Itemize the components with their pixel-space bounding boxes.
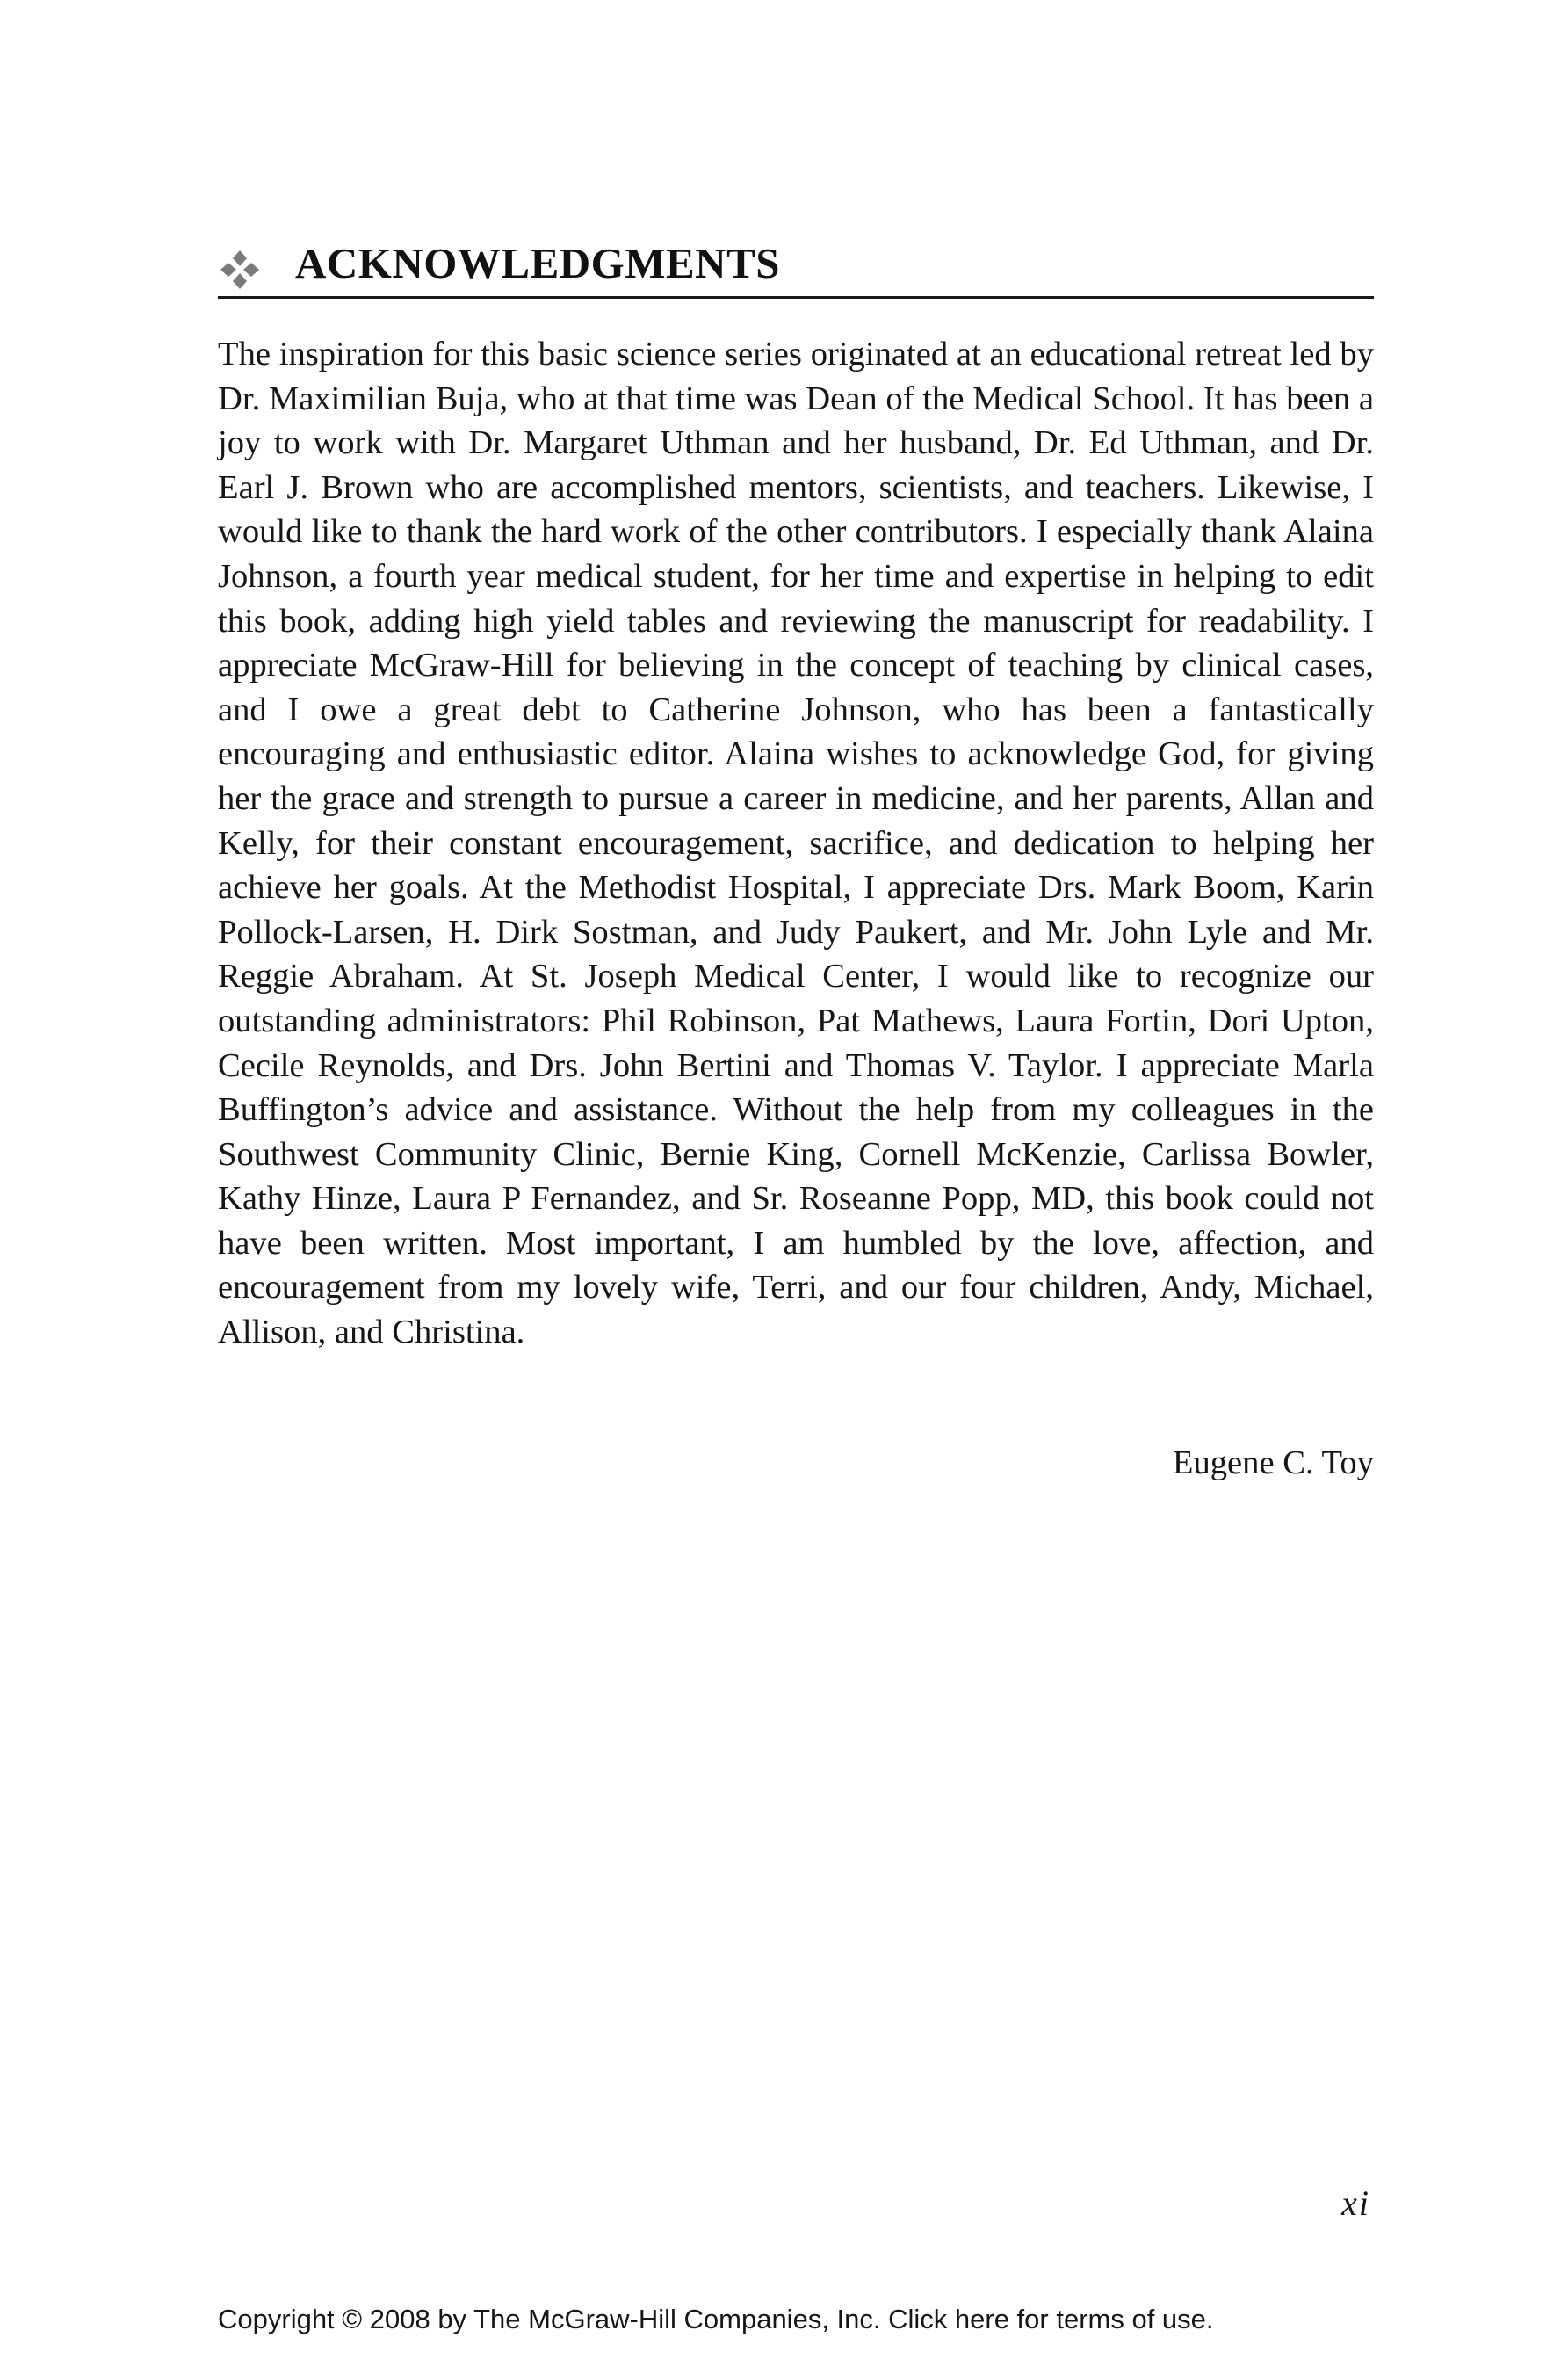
section-heading xyxy=(218,235,1374,299)
author-signature: Eugene C. Toy xyxy=(1172,1444,1374,1481)
copyright-notice[interactable]: Copyright © 2008 by The McGraw-Hill Companies, Inc. Click here for terms of use. xyxy=(218,2304,1214,2334)
acknowledgments-paragraph: The inspiration for this basic science series originated at an educational retreat led by Dr. Maximilian Buja, who at that time was Dean of the Medical School. It has been a joy to work with Dr. Margaret Uthman and her husband, Dr. Ed Uthman, and Dr. Earl J. Brown who are accomplished mentors, scientists, and teachers. Likewise, I would like to thank the hard work of the other contributors. I especially thank Alaina Johnson, a fourth year medical student, for her time and expertise in helping to edit this book, adding high yield tables and reviewing the manuscript for readability. I appreciate McGraw-Hill for believing in the concept of teaching by clinical cases, and I owe a great debt to Catherine Johnson, who has been a fantastically encouraging and enthusiastic editor. Alaina wishes to acknowledge God, for giving her the grace and strength to pursue a career in medicine, and her parents, Allan and Kelly, for their constant encouragement, sacrifice, and dedication to helping her achieve her goals. At the Methodist Hospital, I appreciate Drs. Mark Boom, Karin Pollock-Larsen, H. Dirk Sostman, and Judy Paukert, and Mr. John Lyle and Mr. Reggie Abraham. At St. Joseph Medical Center, I would like to recognize our outstanding administrators: Phil Robinson, Pat Mathews, Laura Fortin, Dori Upton, Cecile Reynolds, and Drs. John Bertini and Thomas V. Taylor. I appreciate Marla Buffington’s advice and assistance. Without the help from my colleagues in the Southwest Community Clinic, Bernie King, Cornell McKenzie, Carlissa Bowler, Kathy Hinze, Laura P Fernandez, and Sr. Roseanne Popp, MD, this book could not have been written. Most important, I am humbled by the love, affection, and encouragement from my lovely wife, Terri, and our four children, Andy, Michael, Allison, and Christina. xyxy=(218,336,1374,1351)
page-number: xi xyxy=(1341,2183,1370,2223)
four-diamond-ornament-icon xyxy=(218,248,262,292)
page-title: ACKNOWLEDGMENTS xyxy=(295,239,781,287)
